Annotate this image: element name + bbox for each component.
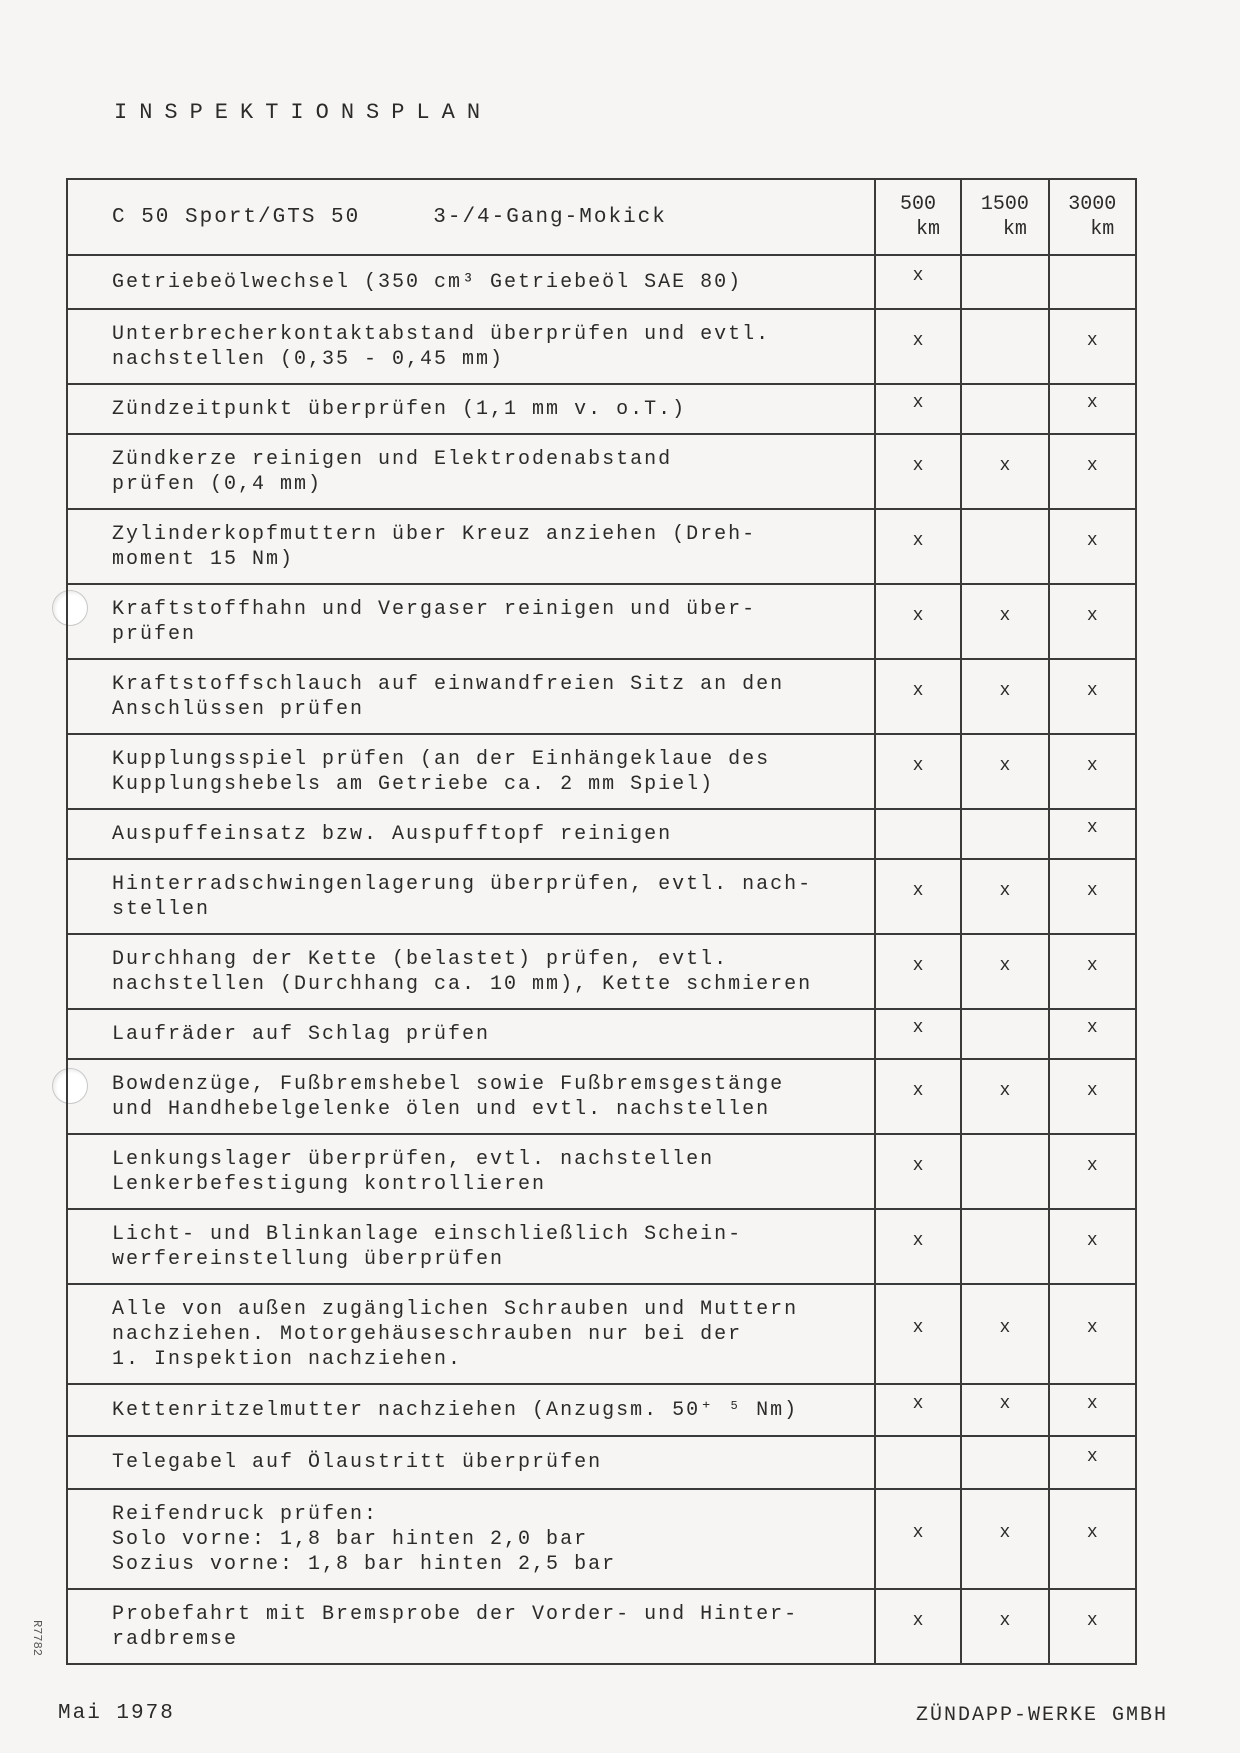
table-row — [67, 659, 1136, 734]
interval-mark: x — [1049, 384, 1136, 434]
table-row — [67, 1436, 1136, 1489]
interval-value: 500 — [900, 193, 937, 216]
interval-mark: x — [1049, 1209, 1136, 1284]
table-row — [67, 1134, 1136, 1209]
interval-1500-heading — [961, 179, 1048, 255]
interval-mark: x — [875, 934, 961, 1009]
interval-mark: x — [1049, 434, 1136, 509]
interval-mark: x — [1049, 859, 1136, 934]
interval-mark: x — [1049, 734, 1136, 809]
page-title: INSPEKTIONSPLAN — [114, 100, 493, 125]
table-row — [67, 384, 1136, 434]
interval-mark: x — [1049, 1589, 1136, 1664]
interval-value: 1500 — [980, 193, 1029, 216]
interval-mark — [961, 1134, 1048, 1209]
interval-mark — [961, 809, 1048, 859]
table-row — [67, 309, 1136, 384]
interval-mark: x — [875, 734, 961, 809]
task-description: Probefahrt mit Bremsprobe der Vorder- und Hinter- radbremse — [67, 1589, 875, 1664]
interval-mark: x — [961, 934, 1048, 1009]
table-row — [67, 809, 1136, 859]
task-description: Hinterradschwingenlagerung überprüfen, evtl. nach- stellen — [67, 859, 875, 934]
interval-mark: x — [875, 1009, 961, 1059]
interval-mark: x — [875, 1284, 961, 1384]
interval-mark: x — [1049, 509, 1136, 584]
interval-mark: x — [961, 1284, 1048, 1384]
interval-mark: x — [875, 1489, 961, 1589]
interval-mark: x — [961, 434, 1048, 509]
task-description: Laufräder auf Schlag prüfen — [67, 1009, 875, 1059]
interval-mark — [961, 309, 1048, 384]
interval-mark: x — [875, 509, 961, 584]
interval-mark: x — [875, 584, 961, 659]
interval-mark — [961, 255, 1048, 309]
table-row — [67, 255, 1136, 309]
interval-mark — [961, 1009, 1048, 1059]
table-row — [67, 734, 1136, 809]
interval-mark: x — [1049, 309, 1136, 384]
table-row — [67, 1384, 1136, 1436]
interval-3000-heading — [1049, 179, 1136, 255]
model-heading: C 50 Sport/GTS 50 3-/4-Gang-Mokick — [67, 179, 875, 255]
table-row — [67, 859, 1136, 934]
table-row — [67, 1589, 1136, 1664]
interval-unit: km — [1002, 218, 1027, 241]
table-header-row — [67, 179, 1136, 255]
task-description: Auspuffeinsatz bzw. Auspufftopf reinigen — [67, 809, 875, 859]
interval-mark: x — [875, 1059, 961, 1134]
interval-mark — [875, 809, 961, 859]
task-description: Unterbrecherkontaktabstand überprüfen und evtl. nachstellen (0,35 - 0,45 mm) — [67, 309, 875, 384]
task-description: Durchhang der Kette (belastet) prüfen, evtl. nachstellen (Durchhang ca. 10 mm), Kette schmieren — [67, 934, 875, 1009]
table-row — [67, 584, 1136, 659]
interval-mark: x — [875, 859, 961, 934]
interval-value: 3000 — [1068, 193, 1117, 216]
interval-mark: x — [875, 434, 961, 509]
interval-unit: km — [1090, 218, 1115, 241]
interval-mark: x — [1049, 584, 1136, 659]
interval-mark — [961, 509, 1048, 584]
table-row — [67, 509, 1136, 584]
interval-mark: x — [875, 1589, 961, 1664]
task-description: Zündzeitpunkt überprüfen (1,1 mm v. o.T.) — [67, 384, 875, 434]
interval-mark: x — [1049, 934, 1136, 1009]
interval-mark: x — [961, 1384, 1048, 1436]
task-description: Licht- und Blinkanlage einschließlich Schein- werfereinstellung überprüfen — [67, 1209, 875, 1284]
table-row — [67, 1284, 1136, 1384]
interval-mark: x — [1049, 1436, 1136, 1489]
interval-mark — [961, 1209, 1048, 1284]
footer-company: ZÜNDAPP-WERKE GMBH — [915, 1704, 1168, 1727]
task-description: Lenkungslager überprüfen, evtl. nachstellen Lenkerbefestigung kontrollieren — [67, 1134, 875, 1209]
interval-mark: x — [1049, 659, 1136, 734]
interval-mark: x — [961, 584, 1048, 659]
interval-mark: x — [875, 255, 961, 309]
task-description: Zündkerze reinigen und Elektrodenabstand prüfen (0,4 mm) — [67, 434, 875, 509]
interval-mark: x — [875, 1384, 961, 1436]
interval-mark — [875, 1436, 961, 1489]
table-row — [67, 934, 1136, 1009]
interval-mark: x — [875, 1134, 961, 1209]
task-description: Getriebeölwechsel (350 cm³ Getriebeöl SAE 80) — [67, 255, 875, 309]
interval-mark: x — [875, 659, 961, 734]
table-row — [67, 1009, 1136, 1059]
interval-mark: x — [961, 1489, 1048, 1589]
side-code: R7782 — [30, 1620, 44, 1657]
interval-mark — [961, 1436, 1048, 1489]
table-row — [67, 1489, 1136, 1589]
task-description: Telegabel auf Ölaustritt überprüfen — [67, 1436, 875, 1489]
interval-mark — [961, 384, 1048, 434]
interval-unit: km — [916, 218, 941, 241]
interval-mark: x — [961, 1059, 1048, 1134]
interval-mark: x — [1049, 1059, 1136, 1134]
table-row — [67, 1059, 1136, 1134]
interval-mark: x — [875, 384, 961, 434]
interval-mark: x — [1049, 1284, 1136, 1384]
interval-mark: x — [875, 1209, 961, 1284]
interval-mark — [1049, 255, 1136, 309]
interval-mark: x — [875, 309, 961, 384]
table-row — [67, 434, 1136, 509]
task-description: Zylinderkopfmuttern über Kreuz anziehen (Dreh- moment 15 Nm) — [67, 509, 875, 584]
task-description: Kraftstoffhahn und Vergaser reinigen und über- prüfen — [67, 584, 875, 659]
interval-500-heading — [875, 179, 961, 255]
interval-mark: x — [961, 734, 1048, 809]
task-description: Bowdenzüge, Fußbremshebel sowie Fußbremsgestänge und Handhebelgelenke ölen und evtl. nachstellen — [67, 1059, 875, 1134]
task-description: Alle von außen zugänglichen Schrauben und Muttern nachziehen. Motorgehäuseschrauben nur bei der 1. Inspektion nachziehen. — [67, 1284, 875, 1384]
task-description: Kupplungsspiel prüfen (an der Einhängeklaue des Kupplungshebels am Getriebe ca. 2 mm Spiel) — [67, 734, 875, 809]
interval-mark: x — [1049, 809, 1136, 859]
task-description: Reifendruck prüfen: Solo vorne: 1,8 bar hinten 2,0 bar Sozius vorne: 1,8 bar hinten 2,5 bar — [67, 1489, 875, 1589]
interval-mark: x — [1049, 1134, 1136, 1209]
inspection-table — [66, 178, 1137, 1665]
task-description: Kraftstoffschlauch auf einwandfreien Sitz an den Anschlüssen prüfen — [67, 659, 875, 734]
footer-date: Mai 1978 — [58, 1702, 175, 1725]
interval-mark: x — [961, 659, 1048, 734]
interval-mark: x — [961, 859, 1048, 934]
task-description: Kettenritzelmutter nachziehen (Anzugsm. 50⁺ ⁵ Nm) — [67, 1384, 875, 1436]
interval-mark: x — [1049, 1489, 1136, 1589]
interval-mark: x — [961, 1589, 1048, 1664]
table-row — [67, 1209, 1136, 1284]
interval-mark: x — [1049, 1009, 1136, 1059]
interval-mark: x — [1049, 1384, 1136, 1436]
